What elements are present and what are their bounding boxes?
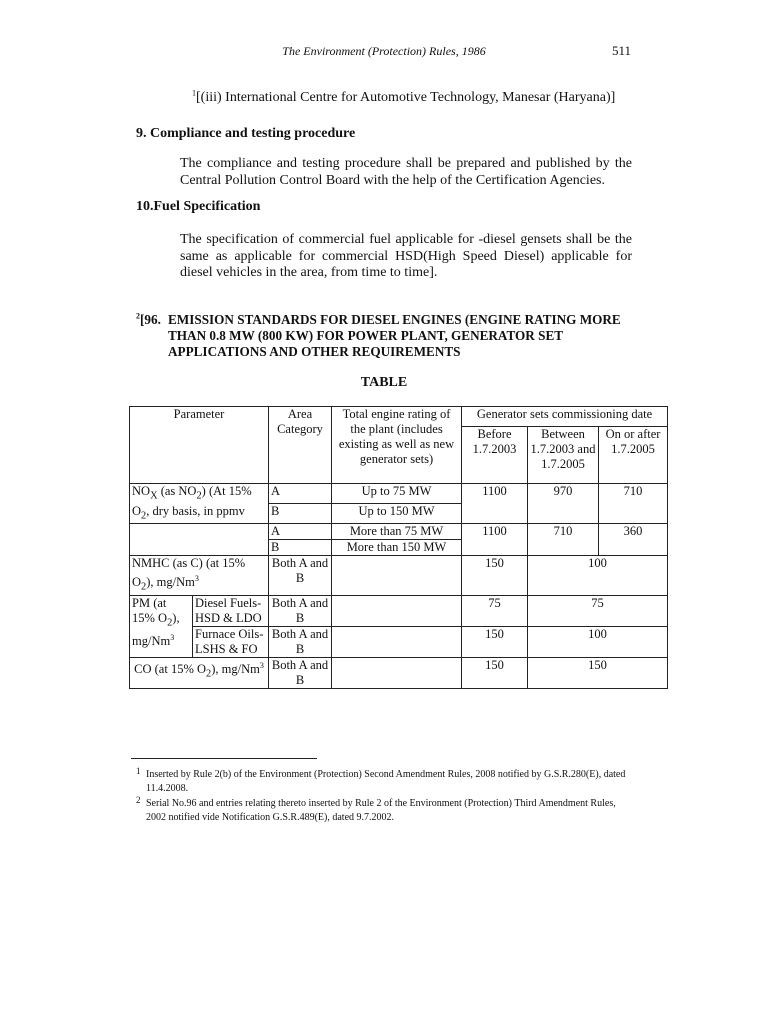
section-96-number: [96.: [140, 312, 161, 327]
emission-standards-table: [129, 406, 668, 689]
header-between: Between 1.7.2003 and 1.7.2005: [528, 426, 599, 483]
pm-diesel-later: 75: [528, 595, 668, 626]
section-96-heading: [136, 312, 632, 360]
page-number: 511: [612, 43, 632, 58]
running-header-title: The Environment (Protection) Rules, 1986: [282, 44, 486, 58]
nmhc-sub: 2: [141, 581, 147, 593]
section-96-line2: THAN 0.8 MW (800 KW) FOR POWER PLANT, GENERATOR SET: [168, 328, 564, 343]
pm-diesel-area: Both A and B: [269, 595, 332, 626]
nox-text-d: , dry basis, in ppmv: [146, 503, 245, 518]
nox-after-1: 710: [599, 484, 668, 524]
nmhc-parameter: [130, 556, 269, 596]
nox-parameter-continued: [130, 524, 269, 556]
pm-diesel-fuel: Diesel Fuels- HSD & LDO: [193, 595, 269, 626]
table-row: [130, 484, 668, 504]
pm-furnace-later: 100: [528, 626, 668, 657]
nox-sub-x: X: [150, 490, 158, 502]
section-96-line3: APPLICATIONS AND OTHER REQUIREMENTS: [168, 344, 461, 359]
section-10-heading: 10.Fuel Specification: [136, 199, 261, 214]
table-title: TABLE: [360, 375, 408, 390]
pm-furnace-area: Both A and B: [269, 626, 332, 657]
nox-sub-2: 2: [196, 490, 202, 502]
insertion-text: [(iii) International Centre for Automotive Technology, Manesar (Haryana)]: [196, 90, 616, 105]
header-area-category: Area Category: [269, 407, 332, 484]
table-row: [130, 595, 668, 626]
nox-area-2: B: [269, 504, 332, 524]
nox-sub-2b: 2: [141, 510, 147, 521]
footnote-1-marker: 1: [136, 766, 141, 776]
co-area: Both A and B: [269, 657, 332, 688]
nox-area-4: B: [269, 540, 332, 556]
nox-rating-1: Up to 75 MW: [332, 484, 462, 504]
table-row: [130, 657, 668, 688]
nmhc-text-b: ), mg/Nm: [146, 575, 195, 590]
section-96-marker: 2: [136, 311, 140, 321]
pm-sub: 2: [167, 617, 173, 629]
nox-text-a: NO: [132, 484, 151, 498]
nox-rating-2: Up to 150 MW: [332, 504, 462, 524]
section-9-body: The compliance and testing procedure shall be prepared and published by the Central Pollution Control Board with the help of the Certification Agencies.: [180, 156, 632, 188]
section-9-heading: 9. Compliance and testing procedure: [136, 126, 356, 141]
insertion-marker: 1: [192, 88, 196, 98]
pm-furnace-before: 150: [462, 626, 528, 657]
nox-text-b: (as NO: [157, 484, 197, 498]
nox-between-3: 710: [528, 524, 599, 556]
header-generator-sets: Generator sets commissioning date: [462, 407, 668, 427]
nmhc-area: Both A and B: [269, 556, 332, 596]
pm-diesel-before: 75: [462, 595, 528, 626]
nmhc-later: 100: [528, 556, 668, 596]
nox-area-3: A: [269, 524, 332, 540]
nmhc-text-a: NMHC (as C) (at 15% O: [132, 556, 246, 590]
nox-rating-3: More than 75 MW: [332, 524, 462, 540]
nox-before-1: 1100: [462, 484, 528, 524]
nox-parameter: [130, 484, 269, 524]
co-text-a: CO (at 15% O: [134, 661, 207, 676]
insertion-line: [192, 90, 615, 106]
co-later: 150: [528, 657, 668, 688]
co-sup: 3: [259, 660, 264, 670]
table-row: [130, 524, 668, 540]
pm-diesel-rating: [332, 595, 462, 626]
footnote-2-marker: 2: [136, 795, 141, 805]
footnote-divider: [131, 758, 317, 759]
co-text-b: ), mg/Nm: [211, 661, 260, 676]
co-before: 150: [462, 657, 528, 688]
pm-text-b: ), mg/Nm: [132, 610, 180, 649]
section-96-line1: EMISSION STANDARDS FOR DIESEL ENGINES (ENGINE RATING MORE: [168, 312, 621, 327]
nox-rating-4: More than 150 MW: [332, 540, 462, 556]
nmhc-before: 150: [462, 556, 528, 596]
table-header-row-1: [130, 407, 668, 427]
footnote-1: [136, 768, 636, 796]
footnote-1-text: Inserted by Rule 2(b) of the Environment (Protection) Second Amendment Rules, 2008 notified by G.S.R.280(E), dated 11.4.2008.: [146, 769, 626, 794]
nmhc-rating: [332, 556, 462, 596]
header-before: Before 1.7.2003: [462, 426, 528, 483]
pm-text-a: PM (at 15% O: [132, 595, 168, 625]
section-10-body: The specification of commercial fuel applicable for -diesel gensets shall be the same as applicable for commercial HSD(High Speed Diesel) applicable for diesel vehicles in the area, from time to time].: [180, 232, 632, 280]
nox-area-1: A: [269, 484, 332, 504]
pm-furnace-rating: [332, 626, 462, 657]
nox-text-c: ) (At 15% O: [132, 484, 252, 518]
header-total-engine-rating: Total engine rating of the plant (includes existing as well as new generator sets): [332, 407, 462, 484]
pm-parameter: [130, 595, 193, 657]
co-rating: [332, 657, 462, 688]
nox-between-1: 970: [528, 484, 599, 524]
co-sub: 2: [206, 668, 212, 680]
header-on-or-after: On or after 1.7.2005: [599, 426, 668, 483]
footnote-2: [136, 797, 636, 825]
co-parameter: [130, 657, 269, 688]
table-row: [130, 626, 668, 657]
nox-after-3: 360: [599, 524, 668, 556]
section-96-number-wrap: [136, 312, 168, 328]
table-row: [130, 556, 668, 596]
footnote-2-text: Serial No.96 and entries relating thereto inserted by Rule 2 of the Environment (Protection) Third Amendment Rules, 2002 notified vide Notification G.S.R.489(E), dated 9.7.2002.: [146, 798, 616, 823]
pm-sup: 3: [170, 633, 175, 643]
nmhc-sup: 3: [194, 574, 199, 583]
nox-before-3: 1100: [462, 524, 528, 556]
pm-furnace-fuel: Furnace Oils- LSHS & FO: [193, 626, 269, 657]
header-parameter: Parameter: [130, 407, 269, 484]
